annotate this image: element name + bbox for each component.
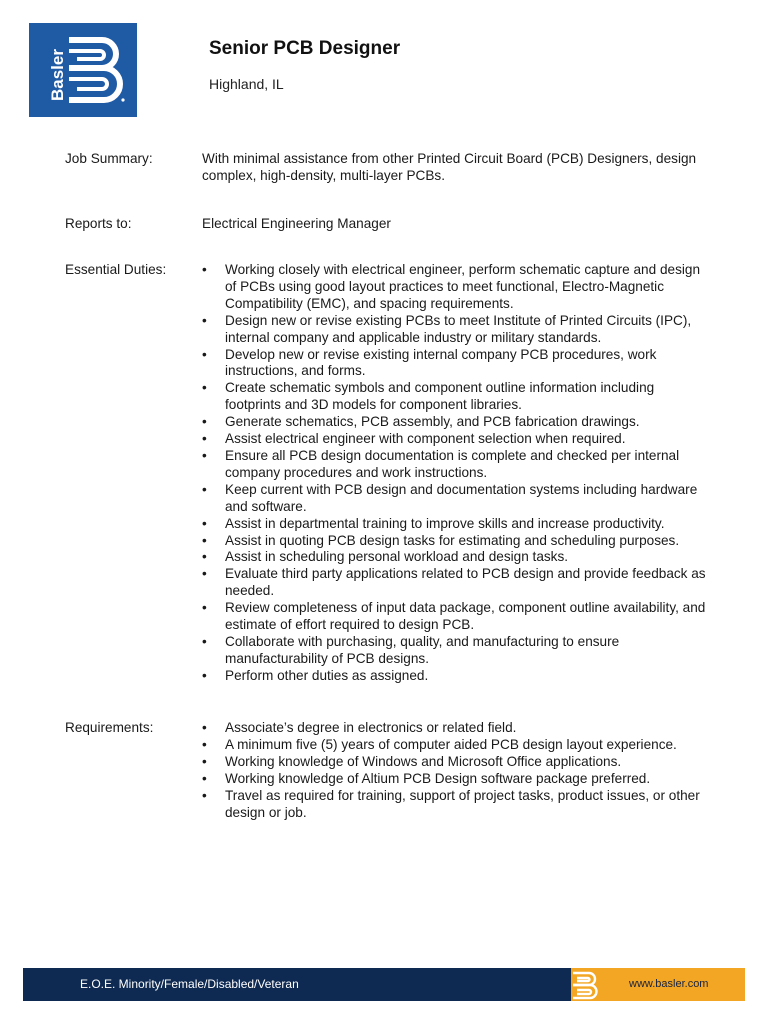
list-item: • Assist in scheduling personal workload and design tasks. xyxy=(202,549,707,566)
list-item: • Collaborate with purchasing, quality, and manufacturing to ensure manufacturability of PCB designs. xyxy=(202,634,707,668)
list-item: • Evaluate third party applications related to PCB design and provide feedback as needed. xyxy=(202,566,707,600)
list-item: • Ensure all PCB design documentation is complete and checked per internal company procedures and work instructions. xyxy=(202,448,707,482)
basler-logo xyxy=(29,23,137,117)
job-title: Senior PCB Designer xyxy=(209,38,401,59)
list-item: • Keep current with PCB design and documentation systems including hardware and software. xyxy=(202,482,707,516)
requirements-list xyxy=(202,720,707,821)
basler-b-icon xyxy=(571,968,611,1001)
list-item: • Assist electrical engineer with component selection when required. xyxy=(202,431,707,448)
reports-to-text: Electrical Engineering Manager xyxy=(202,216,391,231)
job-location: Highland, IL xyxy=(209,76,284,92)
list-item: • Working closely with electrical engineer, perform schematic capture and design of PCBs using good layout practices to meet functional, Electro-Magnetic Compatibility (EMC), and spacing requirements. xyxy=(202,262,707,313)
eoe-statement: E.O.E. Minority/Female/Disabled/Veteran xyxy=(80,977,299,991)
list-item: • Assist in departmental training to improve skills and increase productivity. xyxy=(202,516,707,533)
footer-bar xyxy=(23,968,745,1001)
website-link[interactable]: www.basler.com xyxy=(629,978,709,990)
job-summary-label: Job Summary: xyxy=(65,151,153,166)
job-summary-text: With minimal assistance from other Printed Circuit Board (PCB) Designers, design complex, high-density, multi-layer PCBs. xyxy=(202,151,697,183)
list-item: • Design new or revise existing PCBs to meet Institute of Printed Circuits (IPC), internal company and applicable industry or military standards. xyxy=(202,313,707,347)
reports-to-label: Reports to: xyxy=(65,216,132,231)
list-item: • Associate’s degree in electronics or related field. xyxy=(202,720,707,737)
list-item: • Assist in quoting PCB design tasks for estimating and scheduling purposes. xyxy=(202,533,707,550)
list-item: • Generate schematics, PCB assembly, and PCB fabrication drawings. xyxy=(202,414,707,431)
essential-duties-list xyxy=(202,262,707,685)
list-item: • Travel as required for training, support of project tasks, product issues, or other design or job. xyxy=(202,788,707,822)
list-item: • Perform other duties as assigned. xyxy=(202,668,707,685)
essential-duties-label: Essential Duties: xyxy=(65,262,167,277)
list-item: • Create schematic symbols and component outline information including footprints and 3D models for component libraries. xyxy=(202,380,707,414)
list-item: • Develop new or revise existing internal company PCB procedures, work instructions, and forms. xyxy=(202,347,707,381)
list-item: • A minimum five (5) years of computer aided PCB design layout experience. xyxy=(202,737,707,754)
list-item: • Working knowledge of Altium PCB Design software package preferred. xyxy=(202,771,707,788)
logo-wordmark: Basler xyxy=(48,49,67,101)
list-item: • Review completeness of input data package, component outline availability, and estimate of effort required to design PCB. xyxy=(202,600,707,634)
list-item: • Working knowledge of Windows and Microsoft Office applications. xyxy=(202,754,707,771)
requirements-label: Requirements: xyxy=(65,720,154,735)
basler-b-icon xyxy=(29,23,137,117)
footer-accent-panel xyxy=(571,968,745,1001)
